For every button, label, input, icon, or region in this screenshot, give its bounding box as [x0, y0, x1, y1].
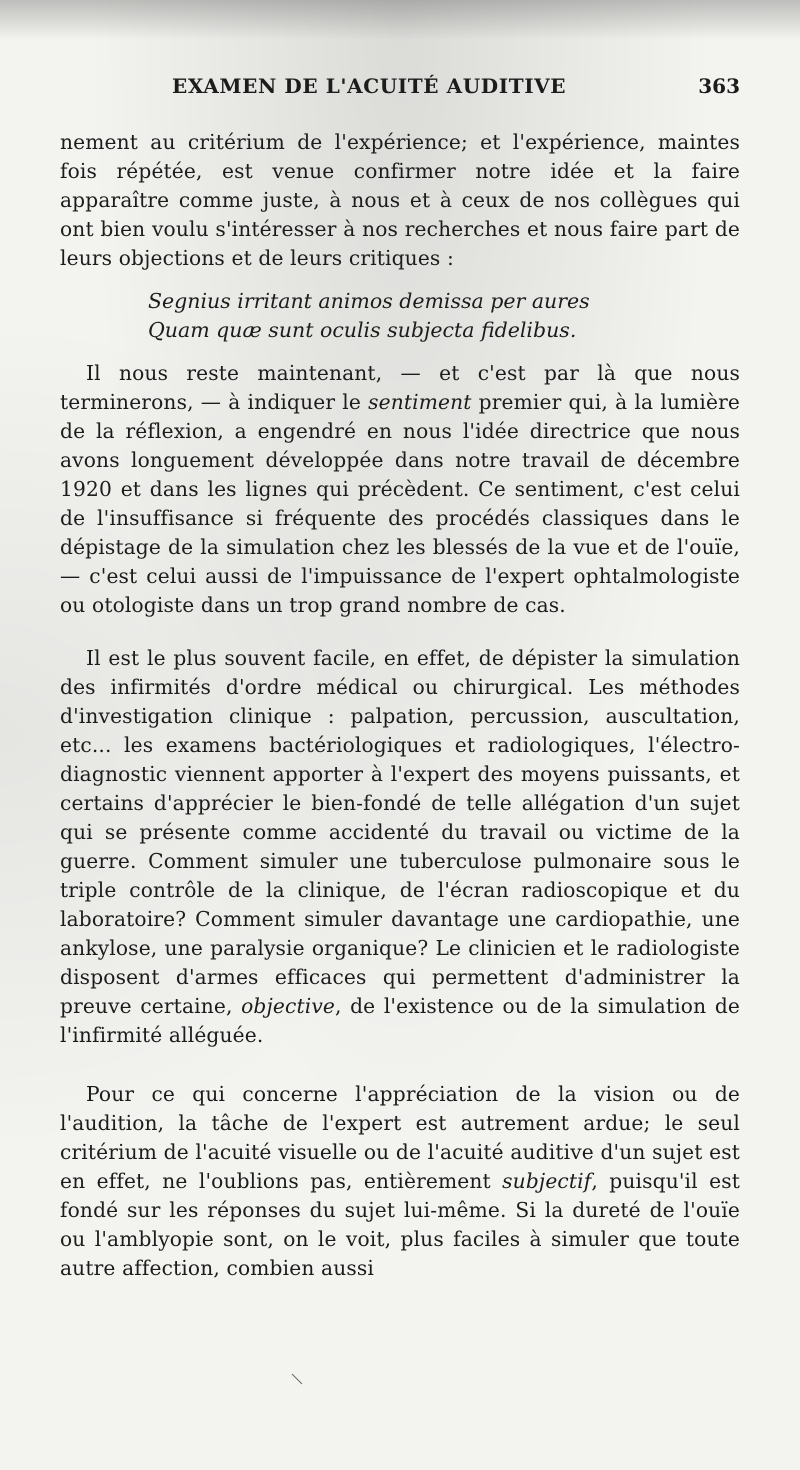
- paragraph-3-text-a: Il est le plus souvent facile, en effet, de dépister la simulation des infirmités d'ordre médical ou chirurgical. Les méthodes d'investigation clinique : palpation, percussion, auscultation, etc... les examens bactériologiques et radiologiques, l'électro-diagnostic viennent apporter à l'expert des moyens puissants, et certains d'apprécier le bien-fondé de telle allégation d'un sujet qui se présente comme accidenté du travail ou victime de la guerre. Comment simuler une tuberculose pulmonaire sous le triple contrôle de la clinique, de l'écran radioscopique et du laboratoire? Comment simuler davantage une cardiopathie, une ankylose, une paralysie organique? Le clinicien et le radiologiste disposent d'armes efficaces qui permettent d'administrer la preuve certaine,: [60, 646, 740, 1018]
- paragraph-3-emphasis: objective: [241, 994, 335, 1018]
- paragraph-4: [60, 1080, 740, 1283]
- latin-verse: [148, 287, 740, 345]
- paragraph-1: nement au critérium de l'expérience; et l'expérience, maintes fois répétée, est venue confirmer notre idée et la faire apparaître comme juste, à nous et à ceux de nos collègues qui ont bien voulu s'intéresser à nos recherches et nous faire part de leurs objections et de leurs critiques :: [60, 130, 740, 270]
- page-shadow: [0, 0, 800, 40]
- paragraph-4-text-a: Pour ce qui concerne l'appréciation de la vision ou de l'audition, la tâche de l'expert est autrement ardue; le seul critérium de l'acuité visuelle ou de l'acuité auditive d'un sujet est en effet, ne l'oublions pas, entièrement: [60, 1082, 740, 1193]
- page-number: 363: [698, 74, 740, 98]
- running-header: [60, 74, 740, 104]
- paragraph-3: [60, 644, 740, 1050]
- paragraph-3-text-b: , de l'existence ou de la simulation de l'infirmité alléguée.: [60, 994, 740, 1047]
- paragraph-2-emphasis: sentiment: [368, 390, 472, 414]
- running-title: EXAMEN DE L'ACUITÉ AUDITIVE: [172, 74, 567, 98]
- paragraph-4-emphasis: subjectif: [502, 1169, 592, 1193]
- body-text: [60, 128, 740, 1283]
- verse-line-1: Segnius irritant animos demissa per aures: [148, 289, 590, 313]
- stray-pen-mark: [290, 1370, 308, 1388]
- paragraph-4-text-b: , puisqu'il est fondé sur les réponses du sujet lui-même. Si la dureté de l'ouïe ou l'amblyopie sont, on le voit, plus faciles à simuler que toute autre affection, combien aussi: [60, 1169, 740, 1280]
- paragraph-2: [60, 359, 740, 620]
- paragraph-2-text-b: premier qui, à la lumière de la réflexion, a engendré en nous l'idée directrice que nous avons longuement développée dans notre travail de décembre 1920 et dans les lignes qui précèdent. Ce sentiment, c'est celui de l'insuffisance si fréquente des procédés classiques dans le dépistage de la simulation chez les blessés de la vue et de l'ouïe, — c'est celui aussi de l'impuissance de l'expert ophtalmologiste ou otologiste dans un trop grand nombre de cas.: [60, 390, 740, 617]
- paragraph-2-text-a: Il nous reste maintenant, — et c'est par là que nous terminerons, — à indiquer le: [60, 361, 740, 414]
- verse-line-2: Quam quæ sunt oculis subjecta fidelibus.: [148, 318, 577, 342]
